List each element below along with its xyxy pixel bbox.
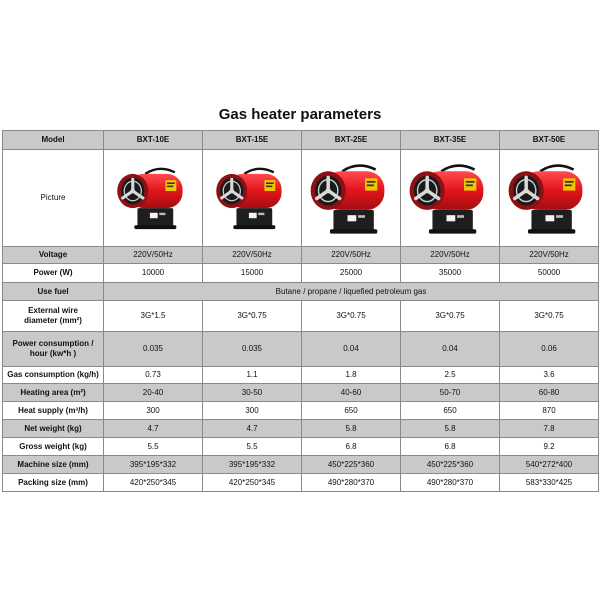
consumption-cell: 0.04 (401, 332, 500, 367)
heat-cell: 650 (401, 402, 500, 420)
page-title: Gas heater parameters (218, 106, 382, 123)
wire-cell: 3G*0.75 (401, 301, 500, 332)
table-row-net-weight (3, 420, 599, 438)
machine-size-label: Machine size (mm) (3, 456, 104, 474)
gross-weight-cell: 5.5 (104, 438, 203, 456)
net-weight-label: Net weight (kg) (3, 420, 104, 438)
area-cell: 20-40 (104, 384, 203, 402)
packing-size-cell: 490*280*370 (401, 474, 500, 492)
packing-size-cell: 420*250*345 (203, 474, 302, 492)
heat-cell: 870 (500, 402, 599, 420)
picture-cell (302, 150, 401, 247)
gross-weight-cell: 6.8 (302, 438, 401, 456)
power-label: Power (W) (3, 264, 104, 283)
area-cell: 50-70 (401, 384, 500, 402)
voltage-cell: 220V/50Hz (203, 247, 302, 264)
gas-cell: 3.6 (500, 367, 599, 384)
table-row-picture (3, 150, 599, 247)
consumption-cell: 0.06 (500, 332, 599, 367)
heat-label: Heat supply (m³/h) (3, 402, 104, 420)
model-cell: BXT-50E (500, 131, 599, 150)
voltage-cell: 220V/50Hz (401, 247, 500, 264)
power-cell: 10000 (104, 264, 203, 283)
machine-size-cell: 395*195*332 (203, 456, 302, 474)
table-row-machine-size (3, 456, 599, 474)
gas-heater-image (213, 163, 291, 233)
net-weight-cell: 4.7 (104, 420, 203, 438)
power-cell: 25000 (302, 264, 401, 283)
area-cell: 40-60 (302, 384, 401, 402)
picture-cell (203, 150, 302, 247)
heat-cell: 300 (104, 402, 203, 420)
table-row-gross-weight (3, 438, 599, 456)
heat-cell: 650 (302, 402, 401, 420)
consumption-cell: 0.04 (302, 332, 401, 367)
machine-size-cell: 450*225*360 (302, 456, 401, 474)
gas-cell: 0.73 (104, 367, 203, 384)
machine-size-cell: 450*225*360 (401, 456, 500, 474)
gross-weight-cell: 5.5 (203, 438, 302, 456)
area-cell: 30-50 (203, 384, 302, 402)
table-row-packing-size (3, 474, 599, 492)
fuel-label: Use fuel (3, 283, 104, 301)
packing-size-label: Packing size (mm) (3, 474, 104, 492)
consumption-cell: 0.035 (203, 332, 302, 367)
model-cell: BXT-35E (401, 131, 500, 150)
wire-cell: 3G*0.75 (500, 301, 599, 332)
wire-cell: 3G*1.5 (104, 301, 203, 332)
packing-size-cell: 583*330*425 (500, 474, 599, 492)
gross-weight-cell: 6.8 (401, 438, 500, 456)
gas-cell: 1.8 (302, 367, 401, 384)
gas-heater-image (114, 163, 192, 233)
wire-label: External wire diameter (mm²) (3, 301, 104, 332)
voltage-cell: 220V/50Hz (302, 247, 401, 264)
packing-size-cell: 490*280*370 (302, 474, 401, 492)
table-row-wire (3, 301, 599, 332)
heat-cell: 300 (203, 402, 302, 420)
voltage-cell: 220V/50Hz (104, 247, 203, 264)
consumption-cell: 0.035 (104, 332, 203, 367)
net-weight-cell: 4.7 (203, 420, 302, 438)
parameters-table (2, 130, 599, 492)
picture-label: Picture (3, 150, 104, 247)
gas-cell: 1.1 (203, 367, 302, 384)
voltage-cell: 220V/50Hz (500, 247, 599, 264)
net-weight-cell: 5.8 (302, 420, 401, 438)
gas-heater-image (406, 159, 494, 238)
model-cell: BXT-25E (302, 131, 401, 150)
table-row-gas (3, 367, 599, 384)
wire-cell: 3G*0.75 (203, 301, 302, 332)
gas-label: Gas consumption (kg/h) (3, 367, 104, 384)
table-row-power (3, 264, 599, 283)
gas-heater-image (505, 159, 593, 238)
gross-weight-cell: 9.2 (500, 438, 599, 456)
table-row-consumption (3, 332, 599, 367)
table-row-heat (3, 402, 599, 420)
net-weight-cell: 5.8 (401, 420, 500, 438)
net-weight-cell: 7.8 (500, 420, 599, 438)
model-label: Model (3, 131, 104, 150)
table-row-area (3, 384, 599, 402)
model-cell: BXT-15E (203, 131, 302, 150)
gas-cell: 2.5 (401, 367, 500, 384)
voltage-label: Voltage (3, 247, 104, 264)
power-cell: 15000 (203, 264, 302, 283)
picture-cell (401, 150, 500, 247)
consumption-label: Power consumption / hour (kw*h ) (3, 332, 104, 367)
area-label: Heating area (m²) (3, 384, 104, 402)
gross-weight-label: Gross weight (kg) (3, 438, 104, 456)
machine-size-cell: 395*195*332 (104, 456, 203, 474)
table-row-model (3, 131, 599, 150)
packing-size-cell: 420*250*345 (104, 474, 203, 492)
power-cell: 35000 (401, 264, 500, 283)
gas-heater-image (307, 159, 395, 238)
area-cell: 60-80 (500, 384, 599, 402)
table-row-voltage (3, 247, 599, 264)
picture-cell (500, 150, 599, 247)
picture-cell (104, 150, 203, 247)
model-cell: BXT-10E (104, 131, 203, 150)
table-row-fuel (3, 283, 599, 301)
power-cell: 50000 (500, 264, 599, 283)
wire-cell: 3G*0.75 (302, 301, 401, 332)
fuel-cell: Butane / propane / liquefied petroleum gas (104, 283, 599, 301)
machine-size-cell: 540*272*400 (500, 456, 599, 474)
